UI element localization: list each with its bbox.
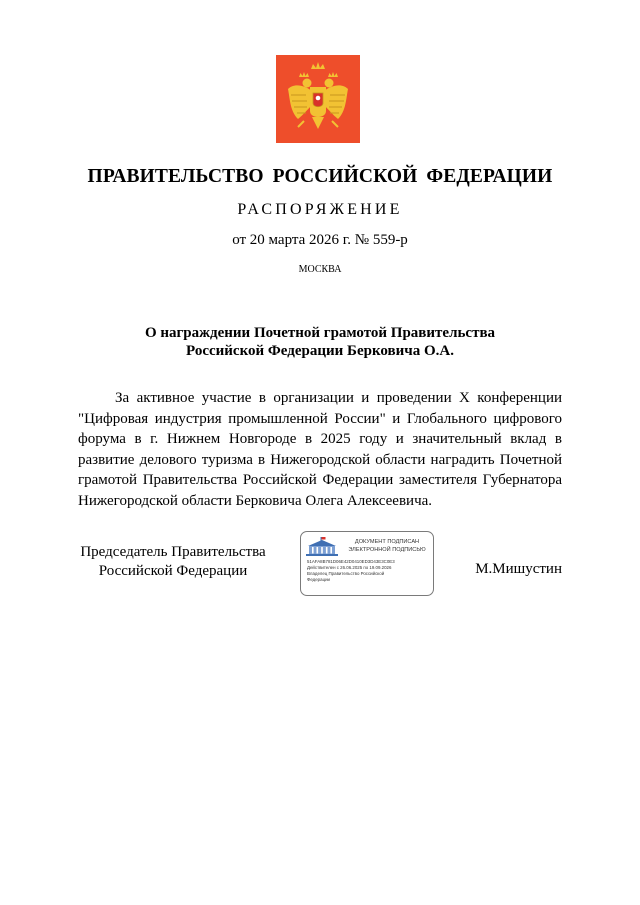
stamp-heading bbox=[341, 538, 433, 554]
signer-name: М.Мишустин bbox=[475, 561, 562, 577]
body-paragraph: За активное участие в организации и проведении X конференции "Цифровая индустрия промышленной России" и Глобального цифрового форума в г. Нижнем Новгороде в 2025 году и значительный вклад в развитие делового туризма в Нижегородской области наградить Почетной грамотой Правительства Российской Федерации заместителя Губернатора Нижегородской области Берковича Олега Алексеевича. bbox=[78, 390, 562, 509]
stamp-validity: Действителен с 26.06.2025 по 19.09.2026 bbox=[307, 565, 392, 570]
stamp-owner-line: Федерации bbox=[307, 577, 330, 582]
heading-line: Российской Федерации Берковича О.А. bbox=[186, 343, 454, 359]
stamp-heading-line: ЭЛЕКТРОННОЙ ПОДПИСЬЮ bbox=[348, 547, 426, 553]
signer-position-line: Председатель Правительства bbox=[80, 544, 266, 560]
document-type: РАСПОРЯЖЕНИЕ bbox=[237, 201, 403, 218]
russia-coat-of-arms-icon bbox=[276, 55, 360, 143]
document-date-number: от 20 марта 2026 г. № 559-р bbox=[232, 232, 408, 248]
stamp-serial: 51AFA8B781D06E42D0410ED3D43E3C0E3 bbox=[307, 559, 395, 564]
government-building-icon bbox=[306, 537, 338, 557]
signer-position-line: Российской Федерации bbox=[98, 563, 248, 579]
stamp-heading-line: ДОКУМЕНТ ПОДПИСАН bbox=[354, 539, 420, 545]
electronic-signature-stamp bbox=[300, 531, 434, 596]
government-title: ПРАВИТЕЛЬСТВО РОССИЙСКОЙ ФЕДЕРАЦИИ bbox=[87, 166, 553, 187]
stamp-owner-line: Владелец Правительство Российской bbox=[307, 571, 385, 576]
heading-line: О награждении Почетной грамотой Правительства bbox=[144, 325, 496, 341]
document-city: МОСКВА bbox=[298, 264, 342, 275]
document-heading bbox=[0, 324, 640, 360]
signer-position bbox=[62, 543, 284, 581]
stamp-details bbox=[307, 559, 433, 583]
